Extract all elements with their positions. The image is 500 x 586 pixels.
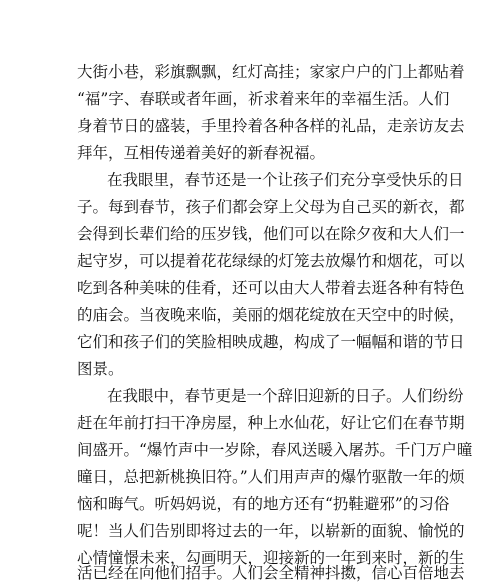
text-line: “福”字、春联或者年画，祈求着来年的幸福生活。人们 [77, 90, 450, 108]
text-line: 身着节日的盛装，手里拎着各种各样的礼品，走亲访友去 [77, 117, 465, 135]
text-line: 赶在年前打扫干净房屋，种上水仙花，好让它们在春节期 [77, 414, 465, 432]
paragraph-first-line: 在我眼里，春节还是一个让孩子们充分享受快乐的日 [107, 171, 464, 189]
text-line: 间盛开。“爆竹声中一岁除，春风送暖入屠苏。千门万户曈 [77, 441, 473, 459]
text-line: 的庙会。当夜晚来临，美丽的烟花绽放在天空中的时候， [77, 306, 465, 324]
text-line: 恼和晦气。听妈妈说，有的地方还有“扔鞋避邪”的习俗 [77, 495, 450, 513]
text-line: 拜年，互相传递着美好的新春祝福。 [77, 144, 326, 162]
text-line: 子。每到春节，孩子们都会穿上父母为自己买的新衣，都 [77, 198, 465, 216]
text-line: 会得到长辈们给的压岁钱，他们可以在除夕夜和大人们一 [77, 225, 465, 243]
text-line-cut-off: 活已经在向他们招手。人们会全精神抖擞，信心百倍地去 [77, 564, 465, 582]
text-line: 图景。 [77, 360, 124, 378]
text-line: 呢！当人们告别即将过去的一年，以崭新的面貌、愉悦的 [77, 522, 465, 540]
paragraph-first-line: 在我眼中，春节更是一个辞旧迎新的日子。人们纷纷 [107, 387, 464, 405]
text-line: 大街小巷，彩旗飘飘，红灯高挂；家家户户的门上都贴着 [77, 63, 465, 81]
text-line: 吃到各种美味的佳肴，还可以由大人带着去逛各种有特色 [77, 279, 465, 297]
text-line: 它们和孩子们的笑脸相映成趣，构成了一幅幅和谐的节日 [77, 333, 465, 351]
text-line: 起守岁，可以提着花花绿绿的灯笼去放爆竹和烟花，可以 [77, 252, 465, 270]
text-line: 曈日，总把新桃换旧符。”人们用声声的爆竹驱散一年的烦 [77, 468, 465, 486]
text-line: 心情憧憬未来，勾画明天，迎接新的一年到来时，新的生 [77, 549, 465, 567]
